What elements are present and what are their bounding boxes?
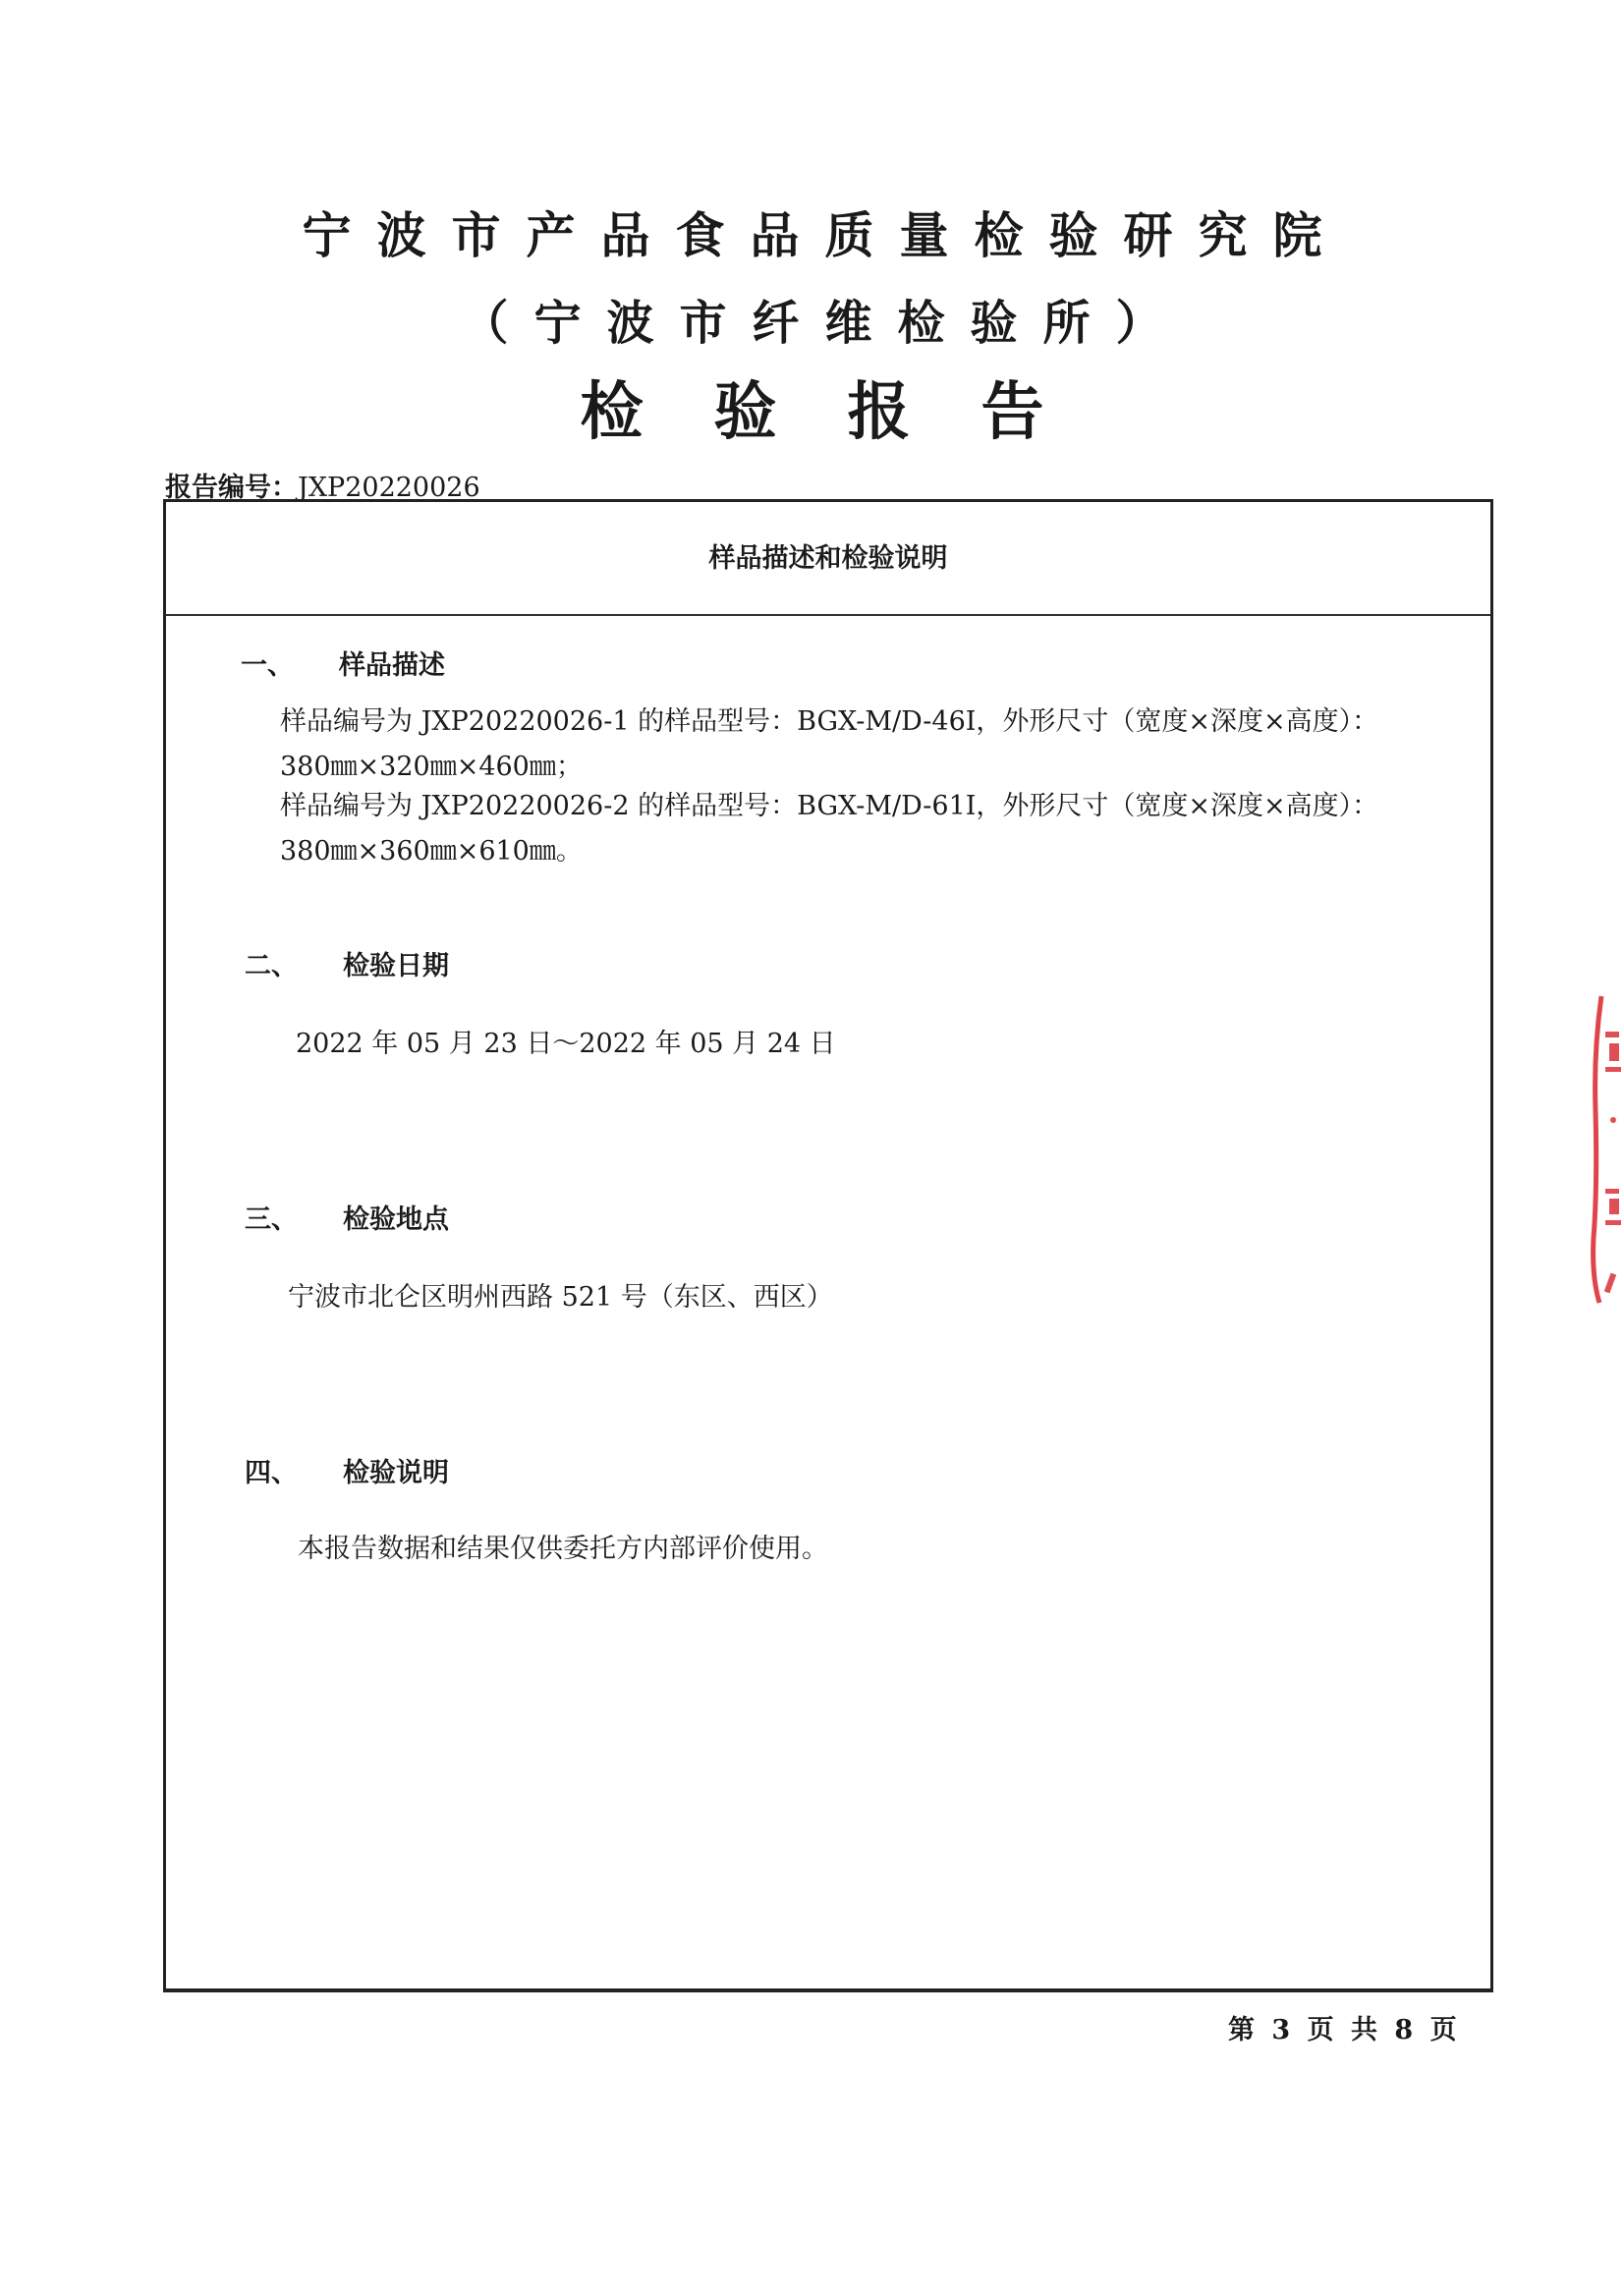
inspection-notes-value: 本报告数据和结果仅供委托方内部评价使用。 bbox=[298, 1534, 828, 1564]
institute-name: 宁波市产品食品质量检验研究院 bbox=[302, 206, 1348, 264]
page-number: 第 3 页 共 8 页 bbox=[1228, 2015, 1461, 2045]
official-seal-stamp bbox=[1572, 992, 1624, 1307]
inspection-date-value: 2022 年 05 月 23 日～2022 年 05 月 24 日 bbox=[296, 1029, 836, 1059]
section-number: 二、 bbox=[245, 951, 298, 981]
section-title: 样品描述 bbox=[339, 650, 445, 681]
report-title: 检验报告 bbox=[580, 375, 1115, 449]
sample-description-line-2: 380㎜×320㎜×460㎜； bbox=[280, 752, 583, 782]
section-title: 检验日期 bbox=[343, 951, 449, 981]
section-heading-inspection-date bbox=[245, 944, 449, 982]
sample-description-line-1: 样品编号为 JXP20220026-1 的样品型号：BGX-M/D-46I，外形尺寸（宽度×深度×高度）： bbox=[280, 706, 1379, 737]
section-title: 检验说明 bbox=[343, 1458, 449, 1488]
sample-description-line-3: 样品编号为 JXP20220026-2 的样品型号：BGX-M/D-61I，外形尺寸（宽度×深度×高度）： bbox=[280, 791, 1379, 821]
table-header: 样品描述和检验说明 bbox=[166, 502, 1490, 616]
sample-description-line-4: 380㎜×360㎜×610㎜。 bbox=[280, 836, 583, 867]
section-heading-inspection-location bbox=[245, 1198, 449, 1236]
section-number: 三、 bbox=[245, 1204, 298, 1235]
report-number-label: 报告编号： bbox=[165, 473, 298, 503]
report-number-value: JXP20220026 bbox=[298, 473, 480, 503]
seal-edge-icon bbox=[1572, 992, 1624, 1307]
report-table bbox=[163, 499, 1493, 1992]
section-heading-inspection-notes bbox=[245, 1451, 449, 1489]
section-title: 检验地点 bbox=[343, 1204, 449, 1235]
section-number: 一、 bbox=[241, 650, 294, 681]
section-heading-sample-description bbox=[241, 644, 445, 682]
inspection-location-value: 宁波市北仑区明州西路 521 号（东区、西区） bbox=[288, 1282, 833, 1313]
institute-alt-name: （宁波市纤维检验所） bbox=[461, 296, 1189, 351]
section-number: 四、 bbox=[245, 1458, 298, 1488]
